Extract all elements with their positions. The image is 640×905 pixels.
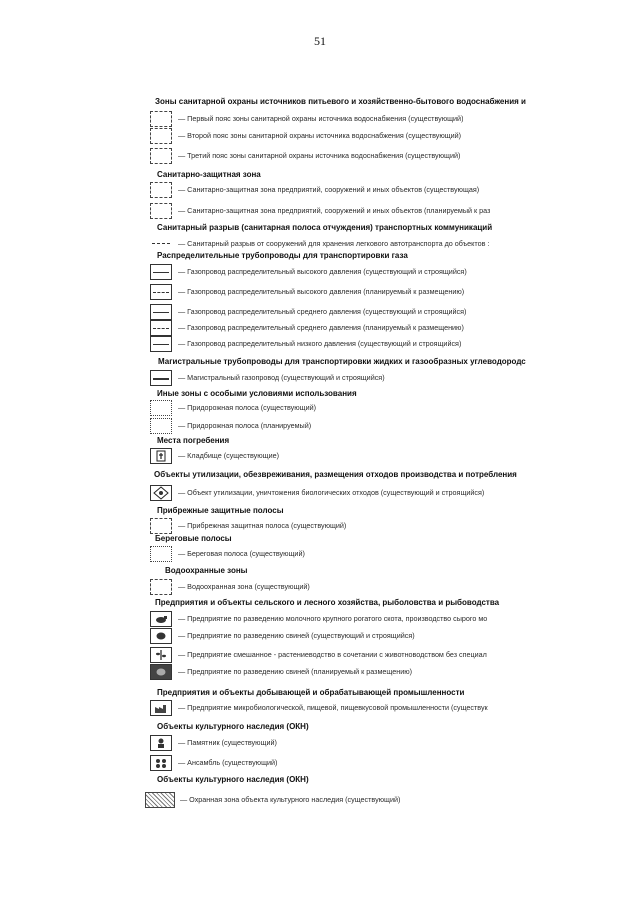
legend-item [150, 203, 640, 223]
legend-item [150, 664, 640, 684]
legend-section-title: Береговые полосы [155, 534, 232, 543]
legend-item-label: — Придорожная полоса (планируемый) [178, 421, 312, 430]
legend-item-label: — Придорожная полоса (существующий) [178, 403, 317, 412]
legend-item-label: — Прибрежная защитная полоса (существующий) [178, 521, 347, 530]
dashed-rect-icon [150, 579, 172, 595]
dashed-line-icon [150, 236, 172, 252]
legend-item-label: — Санитарный разрыв от сооружений для хранения легкового автотранспорта до объектов : [178, 239, 490, 248]
gas-line-dashed-icon [150, 284, 172, 300]
legend-item-label: — Предприятие по разведению свиней (планируемый к размещению) [178, 667, 413, 676]
legend-item-label: — Второй пояс зоны санитарной охраны источника водоснабжения (существующий) [178, 131, 462, 140]
legend-section-title: Места погребения [157, 436, 230, 445]
legend-section-title: Иные зоны с особыми условиями использования [157, 389, 357, 398]
legend-item [150, 546, 640, 566]
legend-item-label: — Объект утилизации, уничтожения биологических отходов (существующий и строящийся) [178, 488, 485, 497]
legend-item [150, 400, 640, 420]
legend-section-title: Санитарно-защитная зона [157, 170, 261, 179]
legend-item [150, 418, 640, 438]
dotted-rect-icon [150, 546, 172, 562]
pig-planned-icon [150, 664, 172, 680]
legend-item-label: — Предприятие смешанное - растениеводство в сочетании с животноводством без специал [178, 650, 487, 659]
pig-icon [150, 628, 172, 644]
dotted-rect-icon [150, 418, 172, 434]
legend-item [150, 264, 640, 284]
legend-item-label: — Газопровод распределительный высокого давления (планируемый к размещению) [178, 287, 465, 296]
legend-item [150, 700, 640, 720]
factory-icon [150, 700, 172, 716]
legend-item-label: — Предприятие по разведению молочного крупного рогатого скота, производство сырого мо [178, 614, 488, 623]
legend-section-title: Объекты утилизации, обезвреживания, размещения отходов производства и потребления [154, 470, 517, 479]
legend-item-label: — Газопровод распределительный низкого давления (существующий и строящийся) [178, 339, 462, 348]
legend-item-label: — Санитарно-защитная зона предприятий, сооружений и иных объектов (планируемый к раз [178, 206, 491, 215]
legend-item-label: — Предприятие микробиологической, пищевой, пищевкусовой промышленности (существук [178, 703, 488, 712]
gas-line-icon [150, 304, 172, 320]
legend-section-title: Водоохранные зоны [165, 566, 248, 575]
dashed-rect-icon [150, 182, 172, 198]
legend-section-title: Предприятия и объекты сельского и лесного хозяйства, рыболовства и рыбоводства [155, 598, 500, 607]
legend-section-title: Санитарный разрыв (санитарная полоса отчуждения) транспортных коммуникаций [157, 223, 493, 232]
legend-section-title: Магистральные трубопроводы для транспортировки жидких и газообразных углеводородс [158, 357, 526, 366]
legend-item-label: — Первый пояс зоны санитарной охраны источника водоснабжения (существующий) [178, 114, 464, 123]
page-number: 51 [314, 34, 326, 48]
hatched-rect-icon [145, 792, 175, 808]
ensemble-icon [150, 755, 172, 771]
monument-icon [150, 735, 172, 751]
legend-section-title: Распределительные трубопроводы для транспортировки газа [157, 251, 408, 260]
legend-item-label: — Санитарно-защитная зона предприятий, сооружений и иных объектов (существующая) [178, 185, 480, 194]
legend-item [150, 336, 640, 356]
legend-item [150, 448, 640, 468]
legend-item-label: — Третий пояс зоны санитарной охраны источника водоснабжения (существующий) [178, 151, 461, 160]
dashed-rect-icon [150, 148, 172, 164]
legend-item [150, 284, 640, 304]
legend-item [150, 735, 640, 755]
cattle-icon [150, 611, 172, 627]
legend-item-label: — Газопровод распределительный среднего давления (планируемый к размещению) [178, 323, 464, 332]
legend-section-title: Зоны санитарной охраны источников питьевого и хозяйственно-бытового водоснабжения и [155, 97, 526, 106]
legend-section-title: Предприятия и объекты добывающей и обрабатывающей промышленности [157, 688, 465, 697]
legend-item-label: — Водоохранная зона (существующий) [178, 582, 310, 591]
legend-item [150, 370, 640, 390]
cemetery-icon [150, 448, 172, 464]
gas-main-icon [150, 370, 172, 386]
legend-item-label: — Газопровод распределительный высокого давления (существующий и строящийся) [178, 267, 467, 276]
legend-section-title: Прибрежные защитные полосы [157, 506, 284, 515]
waste-icon [150, 485, 172, 501]
legend-item-label: — Охранная зона объекта культурного наследия (существующий) [180, 795, 401, 804]
legend-item-label: — Кладбище (существующие) [178, 451, 279, 460]
legend-item [150, 485, 640, 505]
legend-section-title: Объекты культурного наследия (ОКН) [157, 722, 309, 731]
legend-item [150, 579, 640, 599]
legend-section-title: Объекты культурного наследия (ОКН) [157, 775, 309, 784]
gas-line-dashed-icon [150, 320, 172, 336]
dashed-rect-icon [150, 111, 172, 127]
legend-item [150, 148, 640, 168]
dashed-rect-icon [150, 203, 172, 219]
legend-item [150, 755, 640, 775]
legend-item-label: — Береговая полоса (существующий) [178, 549, 305, 558]
gas-line-icon [150, 336, 172, 352]
dotted-rect-icon [150, 400, 172, 416]
dashed-rect-icon [150, 518, 172, 534]
legend-item [150, 628, 640, 648]
legend-item [150, 128, 640, 148]
mixed-farm-icon [150, 647, 172, 663]
legend-item-label: — Магистральный газопровод (существующий и строящийся) [178, 373, 385, 382]
legend-item-label: — Ансамбль (существующий) [178, 758, 278, 767]
legend-item [150, 182, 640, 202]
gas-line-icon [150, 264, 172, 280]
dashed-rect-icon [150, 128, 172, 144]
legend-item-label: — Газопровод распределительный среднего давления (существующий и строящийся) [178, 307, 467, 316]
legend-item-label: — Предприятие по разведению свиней (существующий и строящийся) [178, 631, 415, 640]
legend-item-label: — Памятник (существующий) [178, 738, 277, 747]
legend-item [145, 792, 640, 812]
